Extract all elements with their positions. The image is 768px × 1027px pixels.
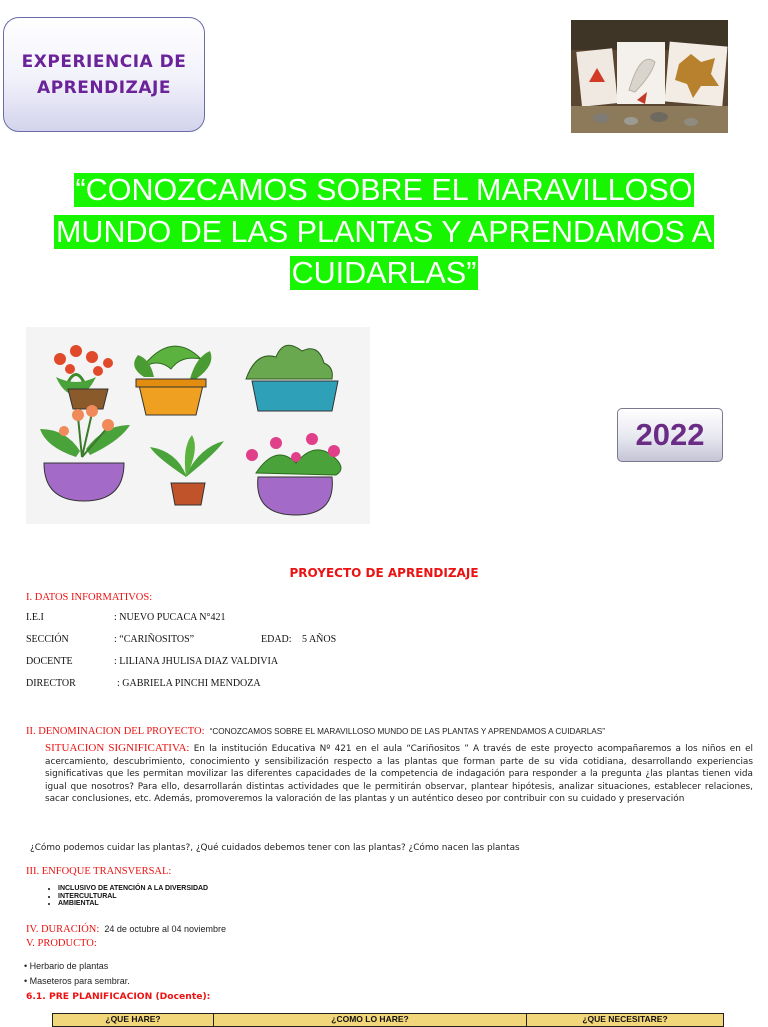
situacion-label: SITUACION SIGNIFICATIVA: xyxy=(45,742,190,754)
preplan-title: 6.1. PRE PLANIFICACION (Docente): xyxy=(26,991,211,1002)
denominacion-value: “CONOZCAMOS SOBRE EL MARAVILLOSO MUNDO DE LAS PLANTAS Y APRENDAMOS A CUIDARLAS” xyxy=(209,727,605,736)
col-como-lo-hare: ¿COMO LO HARE? xyxy=(214,1014,527,1027)
enfoque-list xyxy=(42,885,208,908)
enfoque-item: • INCLUSIVO DE ATENCIÓN A LA DIVERSIDAD xyxy=(58,885,208,893)
preguntas-text: ¿Cómo podemos cuidar las plantas?, ¿Qué cuidados debemos tener con las plantas? ¿Cómo nacen las plantas xyxy=(30,843,520,853)
info-label-edad: EDAD: xyxy=(261,634,292,645)
enfoque-title: III. ENFOQUE TRANSVERSAL: xyxy=(26,866,172,877)
col-que-necesitare: ¿QUE NECESITARE? xyxy=(527,1014,724,1027)
title-line-1: “CONOZCAMOS SOBRE EL MARAVILLOSO xyxy=(75,173,693,207)
info-label: I.E.I xyxy=(26,612,44,623)
project-heading: PROYECTO DE APRENDIZAJE xyxy=(289,566,479,580)
classroom-photo xyxy=(571,20,728,133)
info-value-iei: : NUEVO PUCACA N°421 xyxy=(114,612,226,623)
producto-title: V. PRODUCTO: xyxy=(26,938,97,949)
info-value-director: : GABRIELA PINCHI MENDOZA xyxy=(117,678,261,689)
denominacion-row xyxy=(26,719,605,738)
situacion-text: En la institución Educativa Nº 421 en el aula “Cariñositos ” A través de este proyecto acompañaremos a los niños en el acercamiento, descubrimiento, conocimiento y sensibilización respecto a las plantas que forman parte de su vida cotidiana, desarrollando experiencias significativas que les permitan movilizar las diferentes capacidades de la competencia de indagación para responder a la pregunta ¿las plantas tienen vida igual que nosotros? Para ello, desarrollarán distintas actividades que le permitirán observar, plantear hipótesis, analizar situaciones, establecer relaciones, sacar conclusiones, etc. Además, promoveremos la valoración de las plantas y un auténtico deseo por contribuir con su cuidado y preservación xyxy=(45,744,753,805)
col-que-hare: ¿QUE HARE? xyxy=(53,1014,214,1027)
denominacion-label: II. DENOMINACION DEL PROYECTO: xyxy=(26,726,205,737)
producto-item-1: • Herbario de plantas xyxy=(24,961,109,971)
experiencia-badge xyxy=(3,17,205,132)
producto-item-2: • Maseteros para sembrar. xyxy=(24,976,130,986)
info-row-iei xyxy=(26,612,44,623)
duracion-label: IV. DURACIÓN: xyxy=(26,924,100,935)
year-badge: 2022 xyxy=(617,408,723,462)
duracion-value: 24 de octubre al 04 noviembre xyxy=(104,924,226,934)
info-value-edad: 5 AÑOS xyxy=(302,634,337,645)
info-label-seccion: SECCIÓN xyxy=(26,634,69,645)
datos-title: I. DATOS INFORMATIVOS: xyxy=(26,592,153,603)
badge-line-1: EXPERIENCIA DE xyxy=(21,51,187,72)
title-line-2: MUNDO DE LAS PLANTAS Y APRENDAMOS A xyxy=(56,215,712,249)
info-value-docente: : LILIANA JHULISA DIAZ VALDIVIA xyxy=(114,656,279,667)
preplan-table xyxy=(52,1013,724,1027)
potted-plants-illustration xyxy=(26,327,370,524)
info-label-director: DIRECTOR xyxy=(26,678,76,689)
table-header-row xyxy=(53,1014,724,1027)
badge-line-2: APRENDIZAJE xyxy=(37,77,171,98)
enfoque-item: • AMBIENTAL xyxy=(58,900,208,908)
info-label-docente: DOCENTE xyxy=(26,656,73,667)
enfoque-item: • INTERCULTURAL xyxy=(58,893,208,901)
title-line-3: CUIDARLAS” xyxy=(291,256,477,290)
situacion-paragraph xyxy=(45,742,753,806)
info-value-seccion: : “CARIÑOSITOS” xyxy=(114,634,195,645)
duracion-row xyxy=(26,917,226,936)
